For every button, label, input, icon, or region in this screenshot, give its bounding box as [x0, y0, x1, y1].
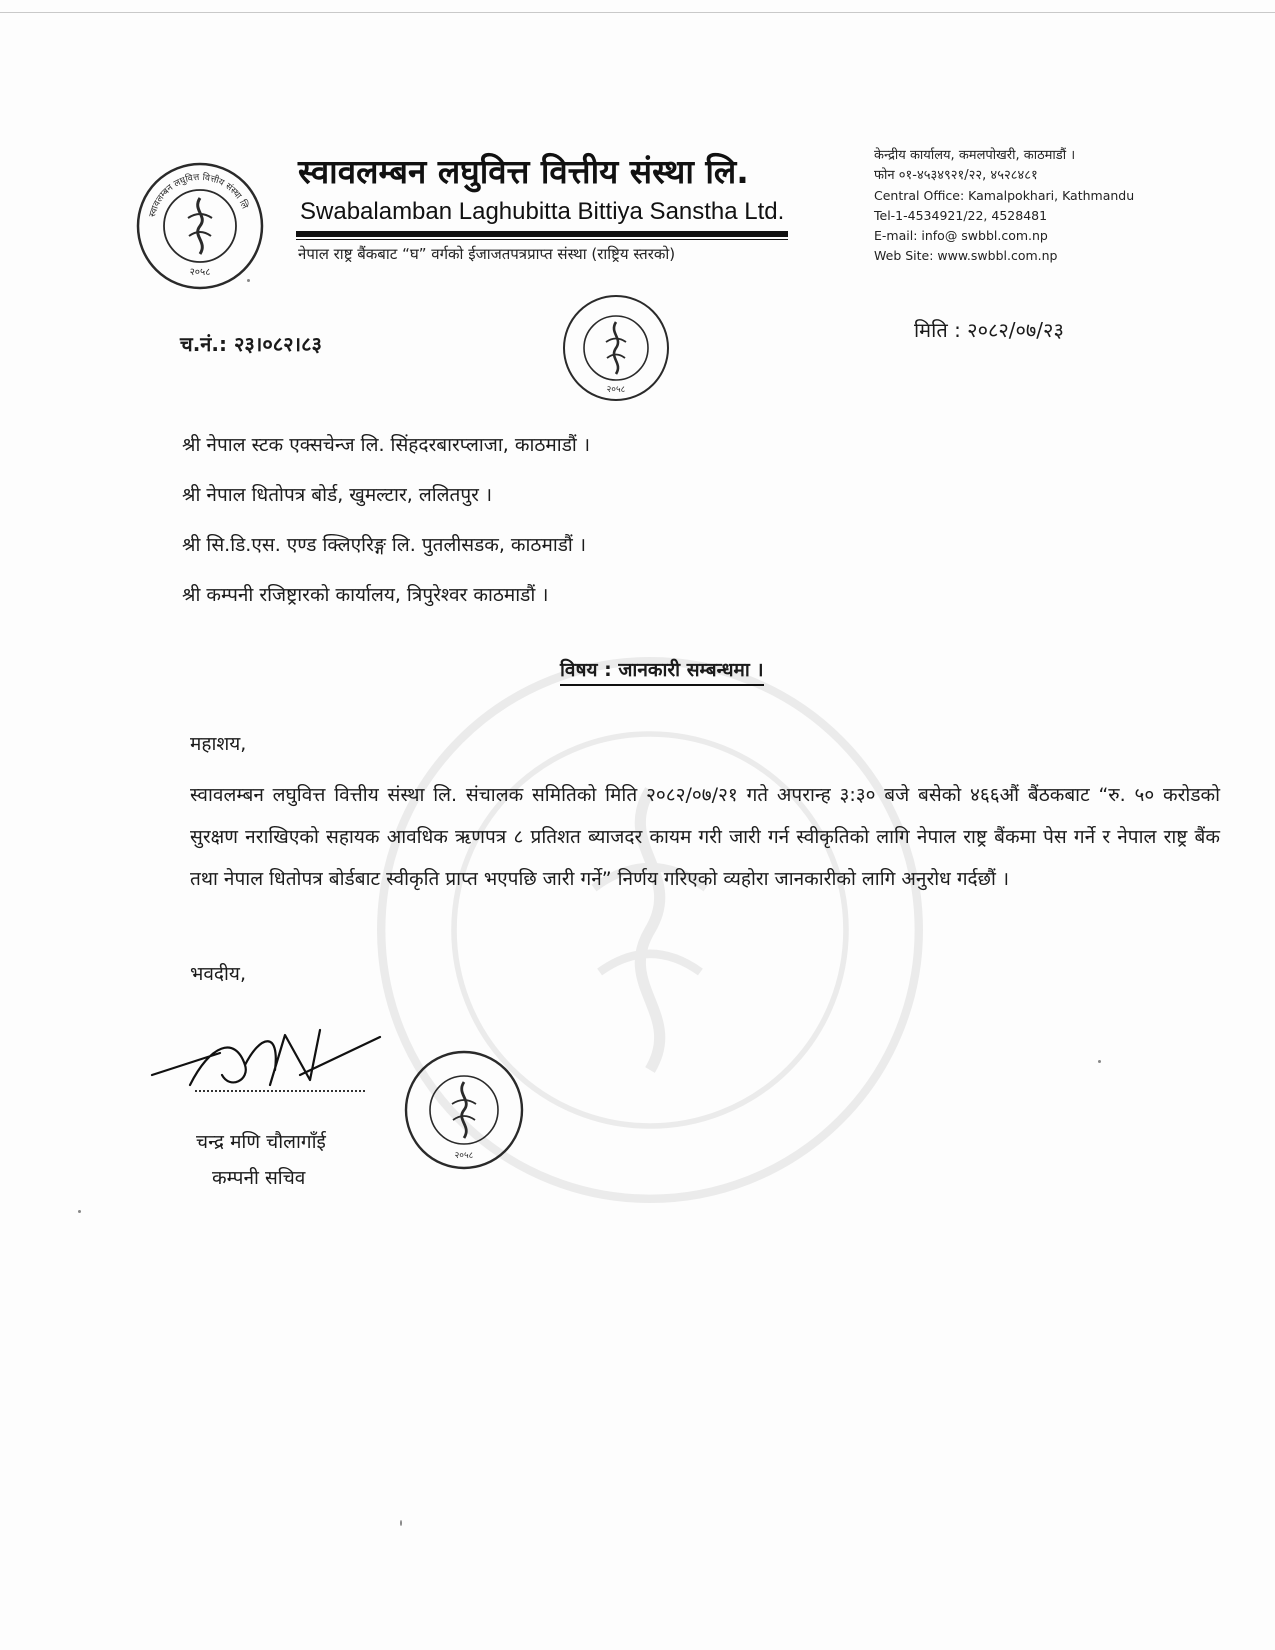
- scan-speck: [1098, 1060, 1101, 1063]
- header-divider-thin: [296, 239, 788, 240]
- logo-ring-text: स्वावलम्बन लघुवित्त वित्तीय संस्था लि: [147, 172, 250, 219]
- handwritten-signature-icon: [150, 1025, 430, 1125]
- letter-body: स्वावलम्बन लघुवित्त वित्तीय संस्था लि. संचालक समितिको मिति २०८२/०७/२१ गते अपरान्ह ३:३० बजे बसेको ४६६औं बैंठकबाट “रु. ५० करोडको सुरक्षण नराखिएको सहायक आवधिक ऋणपत्र ८ प्रतिशत ब्याजदर कायम गरी जारी गर्न स्वीकृतिको लागि नेपाल राष्ट्र बैंकमा पेस गर्ने र नेपाल राष्ट्र बैंक तथा नेपाल धितोपत्र बोर्डबाट स्वीकृति प्राप्त भएपछि जारी गर्ने” निर्णय गरिएको व्यहोरा जानकारीको लागि अनुरोध गर्दछौं ।: [190, 784, 1220, 890]
- contact-block: [874, 146, 1134, 266]
- scan-speck: [400, 1520, 402, 1526]
- scan-speck: [78, 1210, 81, 1213]
- letter-subject: विषय : जानकारी सम्बन्धमा ।: [560, 656, 764, 686]
- closing-phrase: भवदीय,: [190, 963, 246, 985]
- logo-seal-year: २०५८: [189, 267, 211, 278]
- email-address: E-mail: info@ swbbl.com.np: [874, 228, 1048, 243]
- reference-seal-year: २०५८: [606, 385, 626, 395]
- signatory-title: कम्पनी सचिव: [212, 1167, 306, 1189]
- company-logo-seal-icon: [134, 160, 266, 292]
- phone-nepali: फोन ०१-४५३४९२१/२२, ४५२८४८१: [874, 168, 1038, 183]
- phone-english: Tel-1-4534921/22, 4528481: [874, 208, 1048, 223]
- scan-edge-line: [0, 12, 1275, 13]
- letter-date: मिति : २०८२/०७/२३: [914, 318, 1064, 342]
- signatory-name: चन्द्र मणि चौलागाँई: [196, 1131, 326, 1153]
- company-name-nepali: स्वावलम्बन लघुवित्त वित्तीय संस्था लि.: [298, 152, 749, 191]
- recipient-item: श्री नेपाल स्टक एक्सचेन्ज लि. सिंहदरबारप्लाजा, काठमाडौं ।: [182, 434, 591, 456]
- signature-seal-year: २०५८: [454, 1151, 474, 1161]
- signature-line: [195, 1090, 365, 1092]
- recipient-item: श्री कम्पनी रजिष्ट्रारको कार्यालय, त्रिपुरेश्वर काठमाडौं ।: [182, 584, 549, 606]
- header-divider: [296, 231, 788, 237]
- recipient-item: श्री नेपाल धितोपत्र बोर्ड, खुमल्टार, ललितपुर ।: [182, 484, 493, 506]
- company-name-english: Swabalamban Laghubitta Bittiya Sanstha Ltd.: [300, 198, 785, 225]
- recipient-list: [182, 420, 590, 620]
- salutation: महाशय,: [190, 733, 247, 755]
- license-statement: नेपाल राष्ट्र बैंकबाट “घ” वर्गको ईजाजतपत्रप्राप्त संस्था (राष्ट्रिय स्तरको): [298, 245, 676, 263]
- reference-stamp-seal-icon: [560, 292, 672, 404]
- scan-speck: [247, 279, 250, 282]
- office-address-nepali: केन्द्रीय कार्यालय, कमलपोखरी, काठमाडौं ।: [874, 148, 1076, 163]
- office-address-english: Central Office: Kamalpokhari, Kathmandu: [874, 188, 1135, 203]
- signature-stamp-seal-icon: [402, 1048, 526, 1172]
- website-address: Web Site: www.swbbl.com.np: [874, 248, 1058, 263]
- recipient-item: श्री सि.डि.एस. एण्ड क्लिएरिङ्ग लि. पुतलीसडक, काठमाडौं ।: [182, 534, 587, 556]
- reference-number: च.नं.: २३।०८२।८३: [180, 332, 322, 356]
